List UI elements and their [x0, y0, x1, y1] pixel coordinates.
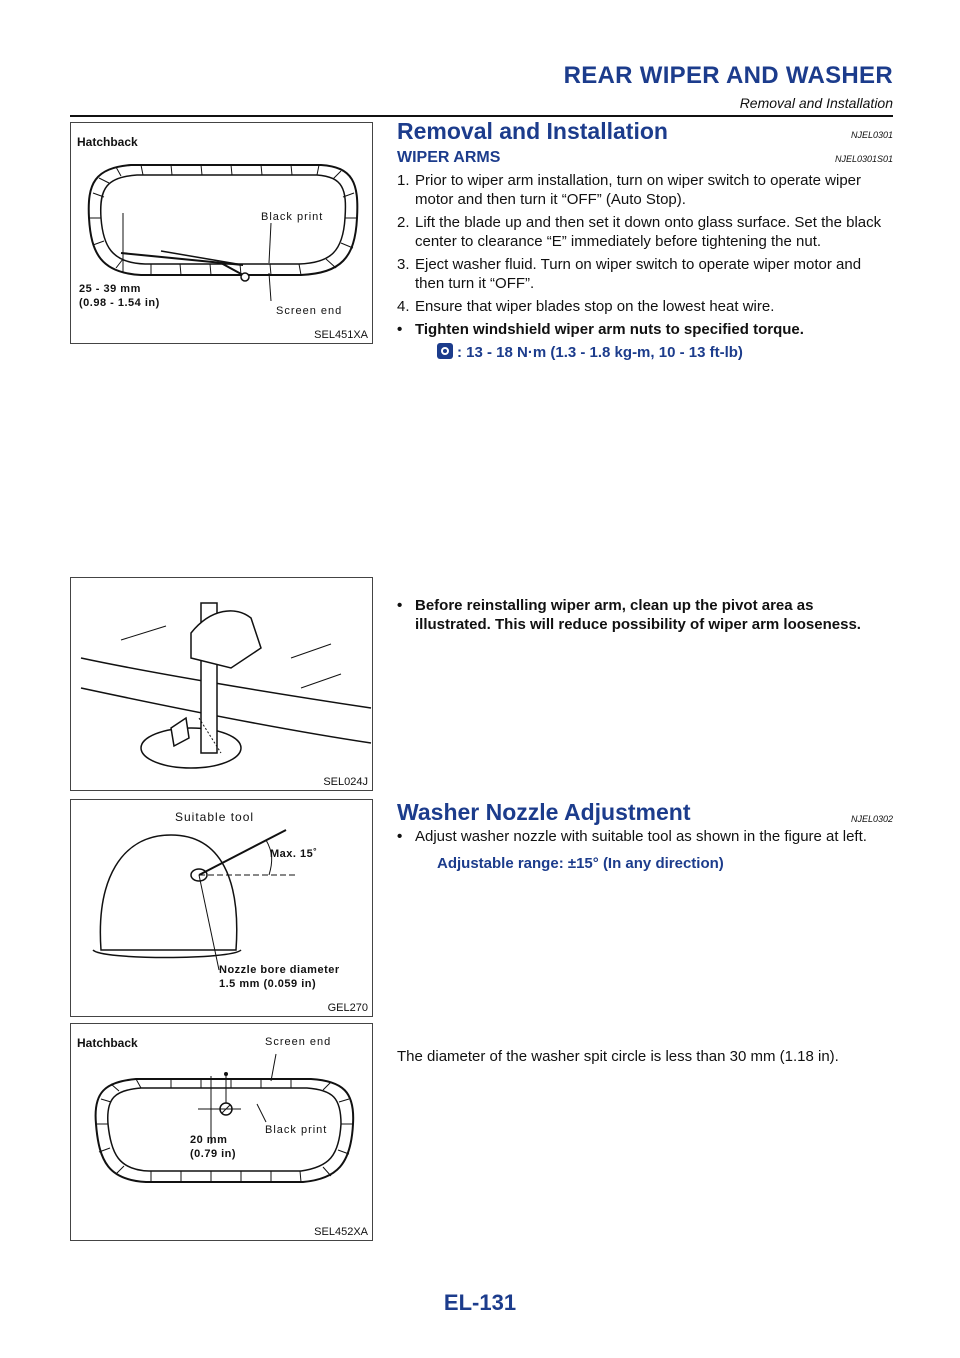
fig1-dimension-mm: 25 - 39 mm — [79, 283, 141, 295]
wiper-arms-ref-code: NJEL0301S01 — [834, 154, 893, 164]
figure-pivot-area-cleaning — [70, 577, 373, 791]
section2-ref-code: NJEL0302 — [850, 814, 893, 824]
step-3: 3. Eject washer fluid. Turn on wiper switch to operate wiper motor and then turn it “OFF”. — [397, 256, 862, 292]
step-4: 4. Ensure that wiper blades stop on the lowest heat wire. — [397, 298, 775, 315]
nozzle-adjust-text: Adjust washer nozzle with suitable tool as shown in the figure at left. — [415, 828, 867, 845]
fig3-nozzle-bore-size: 1.5 mm (0.059 in) — [219, 978, 317, 990]
section-removal-installation-title: Removal and Installation — [397, 118, 668, 144]
pivot-cleaning-text: Before reinstalling wiper arm, clean up the pivot area as illustrated. This will reduce possibility of wiper arm looseness. — [415, 597, 861, 633]
fig2-code: SEL024J — [323, 776, 368, 788]
pivot-cleaning-note: • Before reinstalling wiper arm, clean up the pivot area as illustrated. This will reduce possibility of wiper arm looseness. — [397, 597, 861, 633]
figure-washer-nozzle — [70, 799, 373, 1017]
fig3-angle-label: Max. 15˚ — [270, 848, 318, 860]
fig4-code: SEL452XA — [314, 1226, 368, 1238]
wiper-arms-steps — [397, 171, 893, 362]
torque-bullet: • Tighten windshield wiper arm nuts to specified torque. — [397, 321, 804, 338]
figure-spit-circle — [70, 1023, 373, 1241]
header-rule — [70, 115, 893, 117]
step-2: 2. Lift the blade up and then set it down onto glass surface. Set the black center to clearance “E” immediately before tightening the nut. — [397, 214, 882, 250]
fig1-screen-end-label: Screen end — [276, 305, 343, 317]
figure-rear-window-wiper-position — [70, 122, 373, 344]
header-subtitle: Removal and Installation — [739, 95, 893, 111]
wiper-arms-heading: WIPER ARMS — [397, 149, 501, 166]
fig4-black-print-label: Black print — [265, 1124, 328, 1136]
rear-window-diagram-2 — [71, 1024, 374, 1242]
fig1-heading: Hatchback — [77, 135, 138, 149]
fig3-tool-label: Suitable tool — [175, 810, 255, 824]
section-washer-nozzle-title: Washer Nozzle Adjustment — [397, 799, 691, 825]
page-number: EL-131 — [443, 1290, 517, 1315]
step-1: 1. Prior to wiper arm installation, turn on wiper switch to operate wiper motor and then turn it “OFF” (Auto Stop). — [397, 172, 862, 208]
fig3-code: GEL270 — [327, 1002, 368, 1014]
fig4-screen-end-label: Screen end — [265, 1036, 332, 1048]
fig3-nozzle-bore-label: Nozzle bore diameter — [219, 964, 340, 976]
pivot-cleaning-diagram — [71, 578, 374, 792]
fig4-dimension-in: (0.79 in) — [190, 1148, 237, 1160]
fig1-code: SEL451XA — [314, 329, 368, 341]
fig1-dimension-in: (0.98 - 1.54 in) — [79, 297, 160, 309]
washer-nozzle-body: • Adjust washer nozzle with suitable tool as shown in the figure at left. Adjustable range: ±15° (In any direction) — [397, 827, 893, 873]
adjustable-range: Adjustable range: ±15° (In any direction) — [437, 855, 724, 872]
spit-circle-note: The diameter of the washer spit circle is less than 30 mm (1.18 in). — [397, 1048, 839, 1065]
torque-wrench-icon — [437, 343, 453, 359]
section1-ref-code: NJEL0301 — [850, 130, 893, 140]
fig4-dimension-mm: 20 mm — [190, 1134, 228, 1146]
header-title: REAR WIPER AND WASHER — [563, 62, 893, 89]
fig1-black-print-label: Black print — [261, 211, 324, 223]
fig4-heading: Hatchback — [77, 1036, 138, 1050]
torque-spec: : 13 - 18 N·m (1.3 - 1.8 kg-m, 10 - 13 ft-lb) — [397, 343, 893, 362]
